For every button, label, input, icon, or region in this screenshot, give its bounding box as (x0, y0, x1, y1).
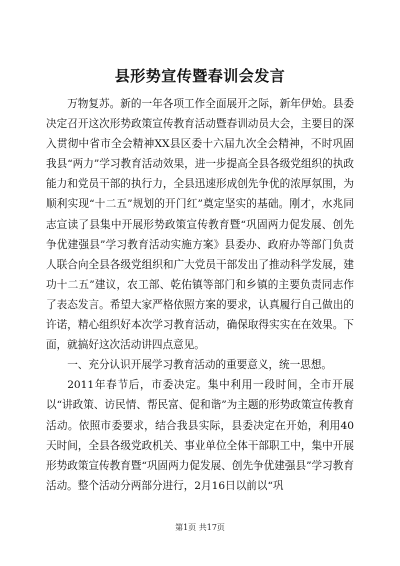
paragraph-section-heading: 一、充分认识开展学习教育活动的重要意义，统一思想。 (67, 359, 333, 372)
document-title: 县形势宣传暨春训会发言 (114, 67, 286, 85)
paragraph-intro: 万物复苏。新的一年各项工作全面展开之际，新年伊始。县委决定召开这次形势政策宣传教育活动暨春训动员大会，主要目的深入贯彻中省市全会精神XX县区委十六届九次全会精神，不时巩固我县“两力”学习教育活动效果，进一步提高全县各级党组织的执政能力和党员干部的执行力，全县迅速形成创先争优的浓厚氛围，为顺利实现“十二五”规划的开门红”奠定坚实的基础。刚才，水兆同志宣读了县集中开展形势政策宣传教育暨“巩固两力促发展、创先争优建强县”学习教育活动实施方案》县委办、政府办等部门负责人联合向全县各级党组织和广大党员干部发出了推动科学发展，建功十二五”建议，农工部、乾佑镇等部门和乡镇的主要负责同志作了表态发言。希望大家严格依照方案的要求，认真履行自己做出的许诺，精心组织好本次学习教育活动，确保取得实实在在效果。下面，就搞好这次活动讲四点意见。 (46, 98, 354, 352)
page-footer: 第1页 共17页 (175, 523, 225, 532)
paragraph-body: 2011年春节后，市委决定。集中利用一段时间，全市开展以“讲政策、访民情、帮民富、促和谐”为主题的形势政策宣传教育活动。依照市委要求，结合我县实际，县委决定在开始，利用40天时间，全县各级党政机关、事业单位全体干部职工中，集中开展形势政策宣传教育暨“巩固两力促发展、创先争优建强县”学习教育活动。整个活动分两部分进行，2月16日以前以“巩 (46, 379, 354, 492)
